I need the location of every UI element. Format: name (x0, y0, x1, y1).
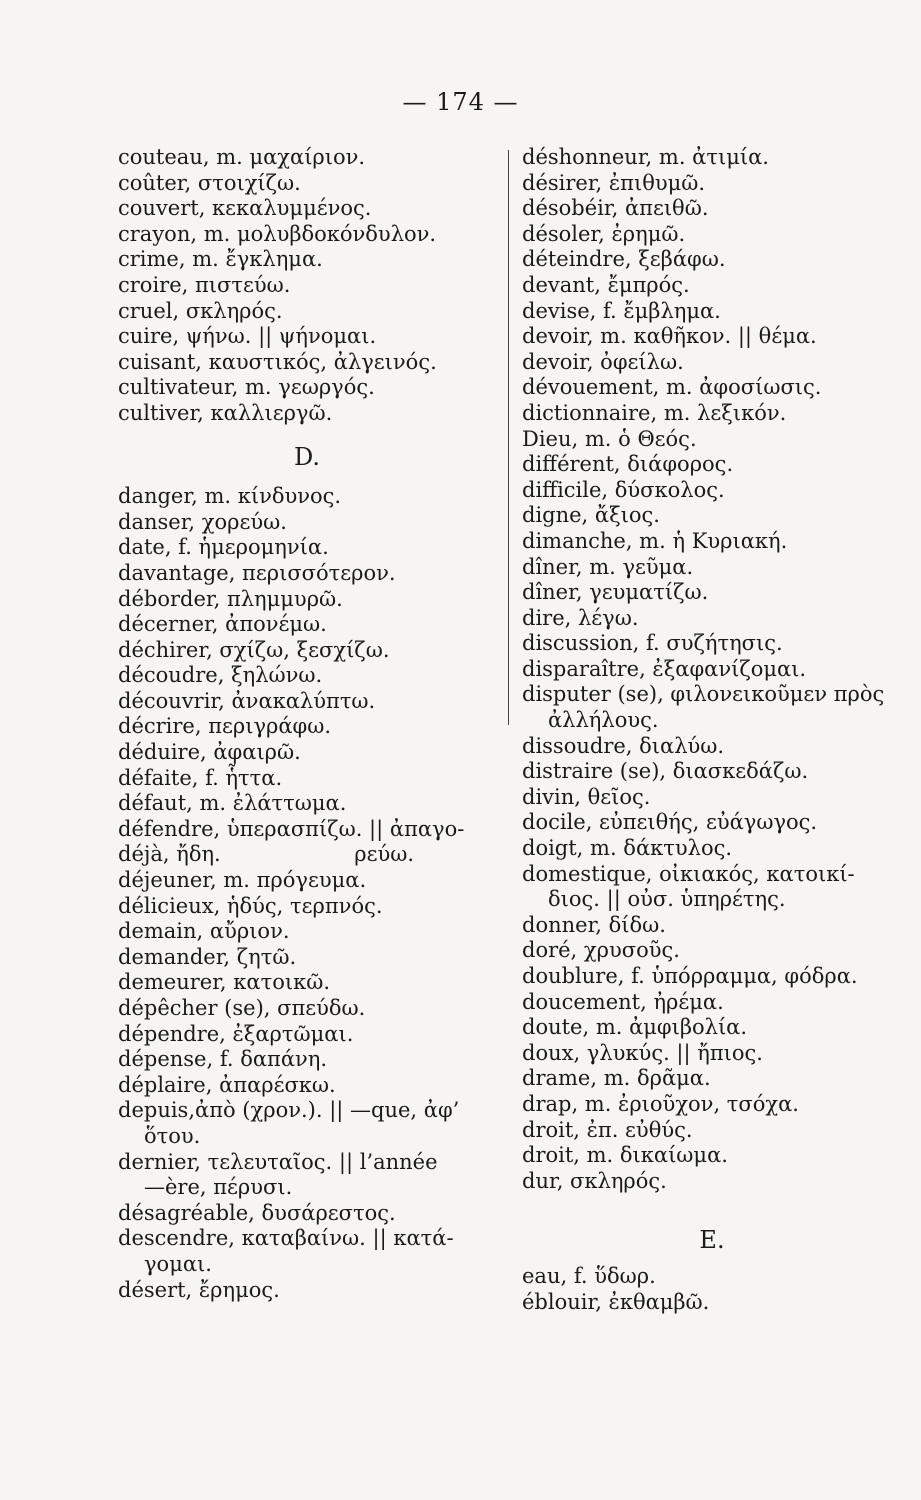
dictionary-entry: dépense, f. δαπάνη. (118, 1047, 328, 1072)
dictionary-entry: désobéir, ἀπειθῶ. (522, 196, 709, 221)
dictionary-entry: doré, χρυσοῦς. (522, 938, 680, 963)
dictionary-entry: dictionnaire, m. λεξικόν. (522, 400, 787, 425)
dictionary-entry: droit, m. δικαίωμα. (522, 1143, 728, 1168)
dictionary-entry: demander, ζητῶ. (118, 944, 297, 969)
dictionary-entry-continuation: ἀλλήλους. (548, 708, 659, 733)
dictionary-entry: couteau, m. μαχαίριον. (118, 145, 366, 169)
dictionary-entry: demeurer, κατοικῶ. (118, 970, 331, 995)
dictionary-entry: délicieux, ἡδύς, τερπνός. (118, 893, 383, 918)
dictionary-entry-continuation: —ère, πέρυσι. (144, 1175, 293, 1200)
dictionary-entry: cuisant, καυστικός, ἀλγεινός. (118, 349, 437, 374)
dictionary-entry: distraire (se), διασκεδάζω. (522, 759, 809, 784)
dictionary-entry-continuation: διος. || οὐσ. ὑπηρέτης. (548, 887, 786, 912)
dictionary-entry: disputer (se), φιλονεικοῦμεν πρὸς (522, 682, 885, 707)
dictionary-entry: dîner, m. γεῦμα. (522, 554, 694, 579)
dictionary-entry: descendre, καταβαίνω. || κατά- (118, 1226, 454, 1251)
dictionary-entry: doucement, ἠρέμα. (522, 989, 724, 1014)
dictionary-entry: drap, m. ἐριοῦχον, τσόχα. (522, 1091, 799, 1116)
dictionary-entry: dire, λέγω. (522, 605, 639, 630)
dictionary-entry: doigt, m. δάκτυλος. (522, 836, 733, 861)
dictionary-entry: cuire, ψήνω. || ψήνομαι. (118, 324, 377, 349)
dictionary-entry: déjeuner, m. πρόγευμα. (118, 868, 367, 893)
dictionary-entry: danser, χορεύω. (118, 509, 287, 534)
dictionary-entry: dépendre, ἐξαρτῶμαι. (118, 1021, 354, 1046)
dictionary-entry: déplaire, ἀπαρέσκω. (118, 1072, 336, 1097)
dictionary-entry: désoler, ἐρημῶ. (522, 221, 686, 246)
dictionary-entry: déborder, πλημμυρῶ. (118, 586, 343, 611)
dictionary-entry: désirer, ἐπιθυμῶ. (522, 170, 706, 195)
dictionary-entry: crime, m. ἔγκλημα. (118, 247, 323, 272)
dictionary-entry: dévouement, m. ἀφοσίωσις. (522, 375, 822, 400)
dictionary-entry: droit, ἐπ. εὐθύς. (522, 1117, 693, 1142)
dictionary-entry: devoir, m. καθῆκον. || θέμα. (522, 324, 817, 349)
dictionary-entry: dimanche, m. ἡ Κυριακή. (522, 528, 788, 553)
dictionary-entry: drame, m. δρᾶμα. (522, 1066, 711, 1091)
dictionary-entry: eau, f. ὕδωρ. (522, 1263, 656, 1288)
dictionary-entry-continuation: ὅτου. (144, 1123, 201, 1148)
dictionary-entry: devoir, ὀφείλω. (522, 349, 684, 374)
dictionary-entry: digne, ἄξιος. (522, 503, 660, 528)
dictionary-entry: demain, αὔριον. (118, 919, 290, 944)
section-heading-e: E. (699, 1226, 725, 1255)
dictionary-entry: discussion, f. συζήτησις. (522, 631, 783, 656)
dictionary-entry: décerner, ἀπονέμω. (118, 612, 327, 637)
dictionary-entry: dur, σκληρός. (522, 1168, 667, 1193)
dictionary-entry: découdre, ξηλώνω. (118, 663, 323, 688)
dictionary-entry: défaut, m. ἐλάττωμα. (118, 791, 347, 816)
dictionary-entry: cruel, σκληρός. (118, 298, 283, 323)
left-column (118, 145, 496, 1303)
dictionary-entry: désert, ἔρημος. (118, 1277, 280, 1302)
dictionary-entry: déchirer, σχίζω, ξεσχίζω. (118, 637, 390, 662)
dictionary-entry: croire, πιστεύω. (118, 272, 291, 297)
dictionary-entry: crayon, m. μολυβδοκόνδυλον. (118, 221, 437, 246)
dictionary-entry: Dieu, m. ὁ Θεός. (522, 426, 697, 451)
section-heading-d: D. (293, 442, 320, 471)
dictionary-entry: difficile, δύσκολος. (522, 477, 725, 502)
dictionary-entry: depuis,ἀπὸ (χρον.). || —que, ἀφ’ (118, 1098, 460, 1123)
dictionary-entry: déjà, ἤδη. ρεύω. (118, 842, 415, 867)
dictionary-entry: dissoudre, διαλύω. (522, 733, 725, 758)
dictionary-entry: défaite, f. ἧττα. (118, 765, 283, 790)
dictionary-entry: doux, γλυκύς. || ἤπιος. (522, 1040, 763, 1065)
dictionary-entry: désagréable, δυσάρεστος. (118, 1200, 396, 1225)
dictionary-entry: divin, θεῖος. (522, 784, 651, 809)
dictionary-entry: dîner, γευματίζω. (522, 580, 709, 605)
dictionary-entry: défendre, ὑπερασπίζω. || ἀπαγο- (118, 816, 465, 841)
dictionary-entry: déshonneur, m. ἀτιμία. (522, 145, 769, 169)
dictionary-entry: disparaître, ἐξαφανίζομαι. (522, 656, 807, 681)
dictionary-entry: docile, εὐπειθής, εὐάγωγος. (522, 810, 818, 835)
dictionary-entry: devant, ἔμπρός. (522, 272, 690, 297)
dictionary-entry: dernier, τελευταῖος. || l’année (118, 1149, 438, 1174)
dictionary-entry: coûter, στοιχίζω. (118, 170, 301, 195)
dictionary-entry: devise, f. ἔμβλημα. (522, 298, 721, 323)
dictionary-entry: danger, m. κίνδυνος. (118, 484, 342, 509)
dictionary-entry: dépêcher (se), σπεύδω. (118, 996, 366, 1020)
dictionary-entry: doute, m. ἀμφιβολία. (522, 1015, 748, 1040)
dictionary-entry: éblouir, ἐκθαμβῶ. (522, 1289, 710, 1314)
dictionary-entry: davantage, περισσότερον. (118, 560, 396, 585)
dictionary-entry: doublure, f. ὑπόρραμμα, φόδρα. (522, 964, 858, 988)
right-column (522, 145, 902, 1315)
dictionary-entry: différent, διάφορος. (522, 452, 734, 477)
dictionary-entry: cultivateur, m. γεωργός. (118, 375, 375, 400)
dictionary-entry: couvert, κεκαλυμμένος. (118, 196, 372, 221)
dictionary-entry: date, f. ἡμερομηνία. (118, 535, 329, 560)
dictionary-entry: décrire, περιγράφω. (118, 714, 332, 739)
dictionary-entry: cultiver, καλλιεργῶ. (118, 400, 333, 425)
dictionary-entry: déduire, ἀφαιρῶ. (118, 740, 301, 765)
dictionary-entry-continuation: γομαι. (144, 1251, 212, 1276)
dictionary-entry: déteindre, ξεβάφω. (522, 247, 726, 272)
dictionary-entry: découvrir, ἀνακαλύπτω. (118, 688, 376, 713)
column-divider (508, 150, 509, 725)
dictionary-entry: donner, δίδω. (522, 912, 666, 937)
page-number: — 174 — (402, 88, 519, 116)
dictionary-entry: domestique, οἰκιακός, κατοικί- (522, 861, 855, 886)
